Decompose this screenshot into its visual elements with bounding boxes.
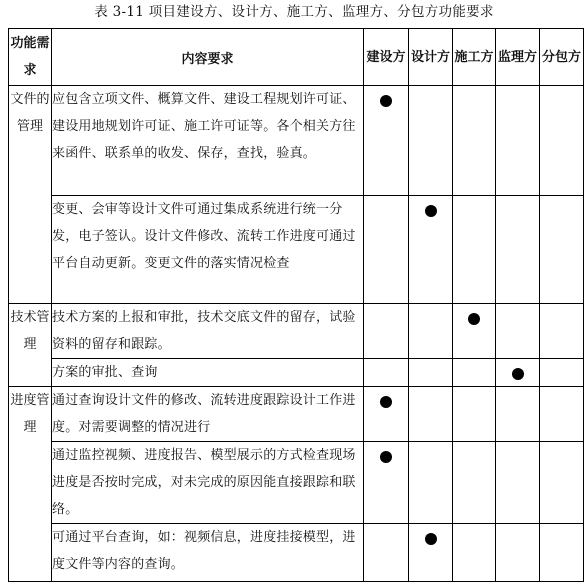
mark-cell-supervisor	[496, 196, 540, 304]
table-row	[9, 359, 584, 387]
mark-cell-subcontractor	[540, 442, 584, 524]
mark-cell-owner	[364, 86, 409, 196]
mark-cell-owner	[364, 387, 409, 442]
table-row	[9, 86, 584, 196]
mark-cell-designer	[409, 387, 453, 442]
mark-cell-designer	[409, 442, 453, 524]
filled-dot-icon	[468, 313, 480, 325]
filled-dot-icon	[380, 95, 392, 107]
mark-cell-subcontractor	[540, 359, 584, 387]
content-cell: 应包含立项文件、概算文件、建设工程规划许可证、建设用地规划许可证、施工许可证等。各个相关方往来函件、联系单的收发、保存，查找，验真。	[52, 86, 364, 196]
table-caption: 表 3-11 项目建设方、设计方、施工方、监理方、分包方功能要求	[94, 4, 494, 20]
header-owner: 建设方	[364, 29, 409, 86]
mark-cell-builder	[453, 387, 496, 442]
mark-cell-owner	[364, 304, 409, 359]
mark-cell-builder	[453, 196, 496, 304]
mark-cell-owner	[364, 442, 409, 524]
mark-cell-subcontractor	[540, 86, 584, 196]
header-subcontractor: 分包方	[540, 29, 584, 86]
mark-cell-supervisor	[496, 359, 540, 387]
mark-cell-subcontractor	[540, 304, 584, 359]
content-cell: 技术方案的上报和审批，技术交底文件的留存，试验资料的留存和跟踪。	[52, 304, 364, 359]
filled-dot-icon	[380, 451, 392, 463]
mark-cell-designer	[409, 304, 453, 359]
mark-cell-designer	[409, 524, 453, 582]
mark-cell-designer	[409, 196, 453, 304]
mark-cell-supervisor	[496, 304, 540, 359]
filled-dot-icon	[512, 368, 524, 380]
header-row	[9, 29, 584, 86]
table-row	[9, 524, 584, 582]
mark-cell-builder	[453, 359, 496, 387]
mark-cell-builder	[453, 524, 496, 582]
mark-cell-owner	[364, 196, 409, 304]
requirements-table	[8, 28, 584, 582]
mark-cell-designer	[409, 86, 453, 196]
content-cell: 通过监控视频、进度报告、模型展示的方式检查现场进度是否按时完成，对未完成的原因能直接跟踪和联络。	[52, 442, 364, 524]
content-cell: 变更、会审等设计文件可通过集成系统进行统一分发，电子签认。设计文件修改、流转工作进度可通过平台自动更新。变更文件的落实情况检查	[52, 196, 364, 304]
header-function: 功能需求	[9, 29, 52, 86]
category-cell: 文件的管理	[9, 86, 52, 304]
header-content: 内容要求	[52, 29, 364, 86]
header-designer: 设计方	[409, 29, 453, 86]
filled-dot-icon	[425, 205, 437, 217]
mark-cell-owner	[364, 524, 409, 582]
mark-cell-builder	[453, 442, 496, 524]
category-cell: 技术管理	[9, 304, 52, 387]
mark-cell-builder	[453, 304, 496, 359]
table-row	[9, 196, 584, 304]
mark-cell-supervisor	[496, 387, 540, 442]
header-supervisor: 监理方	[496, 29, 540, 86]
content-cell: 方案的审批、查询	[52, 359, 364, 387]
table-row	[9, 304, 584, 359]
table-row	[9, 387, 584, 442]
mark-cell-supervisor	[496, 524, 540, 582]
filled-dot-icon	[380, 396, 392, 408]
mark-cell-subcontractor	[540, 196, 584, 304]
mark-cell-supervisor	[496, 86, 540, 196]
mark-cell-subcontractor	[540, 524, 584, 582]
header-builder: 施工方	[453, 29, 496, 86]
filled-dot-icon	[425, 533, 437, 545]
category-cell: 进度管理	[9, 387, 52, 582]
content-cell: 可通过平台查询，如：视频信息，进度挂接模型，进度文件等内容的查询。	[52, 524, 364, 582]
content-cell: 通过查询设计文件的修改、流转进度跟踪设计工作进度。对需要调整的情况进行	[52, 387, 364, 442]
table-row	[9, 442, 584, 524]
mark-cell-owner	[364, 359, 409, 387]
mark-cell-subcontractor	[540, 387, 584, 442]
mark-cell-designer	[409, 359, 453, 387]
mark-cell-supervisor	[496, 442, 540, 524]
mark-cell-builder	[453, 86, 496, 196]
